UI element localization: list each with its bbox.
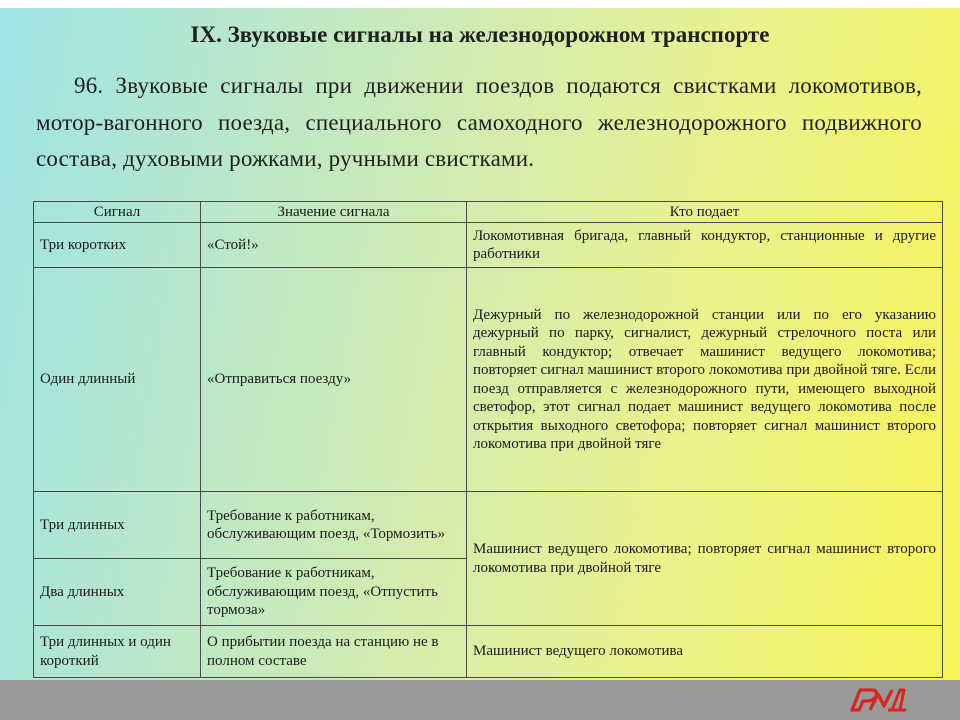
meaning-cell: «Стой!» <box>201 223 467 268</box>
header-signal: Сигнал <box>34 202 201 223</box>
who-cell: Машинист ведущего локомотива; повторяет сигнал машинист второго локомотива при двойной тяге <box>467 492 943 626</box>
meaning-cell: Требование к работникам, обслуживающим поезд, «Тормозить» <box>201 492 467 559</box>
signal-cell: Три длинных <box>34 492 201 559</box>
page-title: IX. Звуковые сигналы на железнодорожном транспорте <box>190 22 770 47</box>
signal-cell: Два длинных <box>34 559 201 626</box>
meaning-cell: Требование к работникам, обслуживающим поезд, «Отпустить тормоза» <box>201 559 467 626</box>
table-row <box>34 223 943 268</box>
meaning-cell: О прибытии поезда на станцию не в полном составе <box>201 626 467 678</box>
table-header-row <box>34 202 943 223</box>
who-cell: Локомотивная бригада, главный кондуктор, станционные и другие работники <box>467 223 943 268</box>
intro-paragraph: 96. Звуковые сигналы при движении поездов подаются свистками локомотивов, мотор-вагонного поезда, специального самоходного железнодорожного подвижного состава, духовыми рожками, ручными свистками. <box>36 73 922 171</box>
footer-band <box>0 680 960 720</box>
table-row <box>34 268 943 492</box>
header-meaning: Значение сигнала <box>201 202 467 223</box>
signal-cell: Три длинных и один короткий <box>34 626 201 678</box>
signal-cell: Три коротких <box>34 223 201 268</box>
top-band <box>0 0 960 8</box>
signal-cell: Один длинный <box>34 268 201 492</box>
signals-table <box>33 201 943 678</box>
table-row <box>34 626 943 678</box>
who-cell: Машинист ведущего локомотива <box>467 626 943 678</box>
who-cell: Дежурный по железнодорожной станции или по его указанию дежурный по парку, сигналист, дежурный стрелочного поста или главный кондуктор; отвечает машинист ведущего локомотива; повторяет сигнал машинист второго локомотива при двойной тяге. Если поезд отправляется с железнодорожного пути, имеющего выходной светофор, этот сигнал подает машинист ведущего локомотива после открытия выходного светофора; повторяет сигнал машинист второго локомотива при двойной тяге <box>467 268 943 492</box>
meaning-cell: «Отправиться поезду» <box>201 268 467 492</box>
table-row <box>34 492 943 559</box>
rzd-logo-icon <box>848 684 908 714</box>
header-who: Кто подает <box>467 202 943 223</box>
